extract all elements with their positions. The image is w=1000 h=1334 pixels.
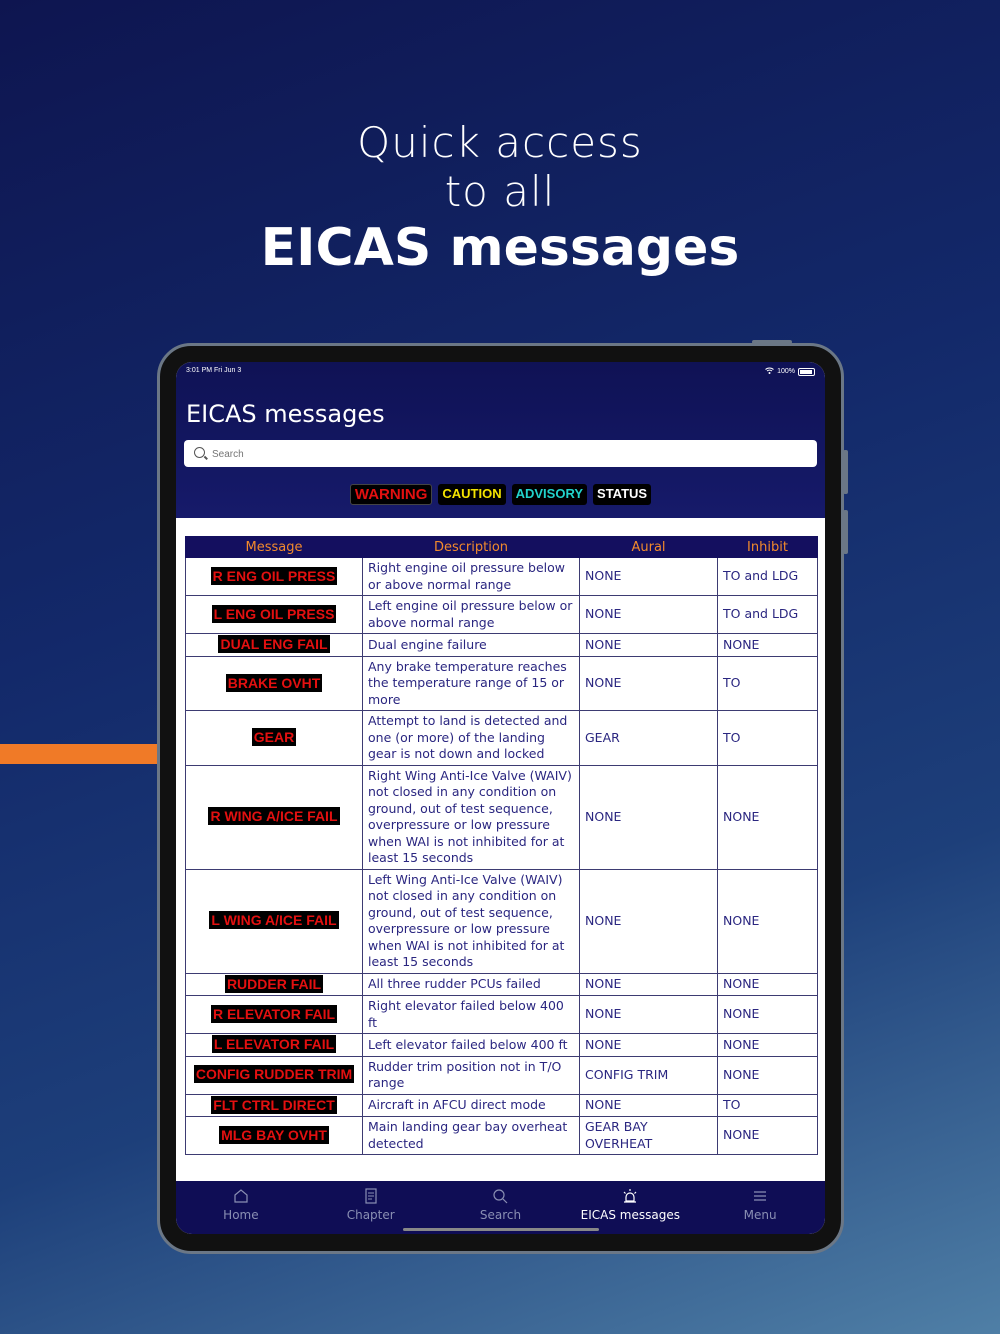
tab-home[interactable] bbox=[176, 1181, 306, 1234]
description-cell: Right elevator failed below 400 ft bbox=[363, 996, 580, 1034]
inhibit-cell: NONE bbox=[718, 765, 818, 869]
message-filters bbox=[176, 484, 825, 505]
app-screen bbox=[176, 362, 825, 1234]
wifi-icon bbox=[765, 367, 774, 376]
aural-cell: NONE bbox=[580, 869, 718, 973]
filter-advisory[interactable]: ADVISORY bbox=[512, 484, 587, 505]
tab-menu-label: Menu bbox=[743, 1208, 777, 1222]
promo-headline bbox=[0, 118, 1000, 280]
warning-message-tag: BRAKE OVHT bbox=[227, 674, 321, 691]
aural-cell: NONE bbox=[580, 656, 718, 711]
filter-warning[interactable]: WARNING bbox=[350, 484, 433, 505]
accent-bar bbox=[0, 744, 158, 764]
aural-cell: GEAR BAY OVERHEAT bbox=[580, 1117, 718, 1155]
table-row[interactable] bbox=[186, 869, 818, 973]
search-icon bbox=[194, 447, 205, 458]
messages-table-container[interactable] bbox=[176, 518, 825, 1181]
aural-cell: NONE bbox=[580, 558, 718, 596]
document-icon bbox=[362, 1187, 380, 1205]
filter-status[interactable]: STATUS bbox=[593, 484, 651, 505]
table-row[interactable] bbox=[186, 656, 818, 711]
description-cell: Rudder trim position not in T/O range bbox=[363, 1056, 580, 1094]
inhibit-cell: TO and LDG bbox=[718, 596, 818, 634]
inhibit-cell: NONE bbox=[718, 973, 818, 996]
description-cell: All three rudder PCUs failed bbox=[363, 973, 580, 996]
aural-cell: GEAR bbox=[580, 711, 718, 766]
tab-chapter[interactable] bbox=[306, 1181, 436, 1234]
inhibit-cell: TO bbox=[718, 711, 818, 766]
description-cell: Left engine oil pressure below or above normal range bbox=[363, 596, 580, 634]
message-cell bbox=[186, 869, 363, 973]
description-cell: Right Wing Anti-Ice Valve (WAIV) not closed in any condition on ground, out of test sequence, overpressure or low pressure when WAI is not inhibited for at least 15 seconds bbox=[363, 765, 580, 869]
message-cell bbox=[186, 765, 363, 869]
column-header-aural: Aural bbox=[580, 537, 718, 558]
message-cell bbox=[186, 1056, 363, 1094]
description-cell: Left Wing Anti-Ice Valve (WAIV) not closed in any condition on ground, out of test sequence, overpressure or low pressure when WAI is not inhibited for at least 15 seconds bbox=[363, 869, 580, 973]
description-cell: Right engine oil pressure below or above normal range bbox=[363, 558, 580, 596]
inhibit-cell: NONE bbox=[718, 1056, 818, 1094]
warning-message-tag: CONFIG RUDDER TRIM bbox=[195, 1066, 353, 1083]
message-cell bbox=[186, 656, 363, 711]
inhibit-cell: NONE bbox=[718, 996, 818, 1034]
tab-eicas-label: EICAS messages bbox=[580, 1208, 680, 1222]
battery-percent: 100% bbox=[777, 368, 795, 375]
tab-chapter-label: Chapter bbox=[346, 1208, 395, 1222]
description-cell: Left elevator failed below 400 ft bbox=[363, 1034, 580, 1057]
description-cell: Attempt to land is detected and one (or more) of the landing gear is not down and locked bbox=[363, 711, 580, 766]
table-row[interactable] bbox=[186, 1056, 818, 1094]
aural-cell: NONE bbox=[580, 996, 718, 1034]
message-cell bbox=[186, 973, 363, 996]
headline-line-1: Quick access bbox=[357, 118, 643, 167]
headline-line-2: to all bbox=[444, 167, 556, 216]
aural-cell: NONE bbox=[580, 596, 718, 634]
column-header-inhibit: Inhibit bbox=[718, 537, 818, 558]
table-row[interactable] bbox=[186, 634, 818, 657]
description-cell: Main landing gear bay overheat detected bbox=[363, 1117, 580, 1155]
inhibit-cell: NONE bbox=[718, 634, 818, 657]
table-row[interactable] bbox=[186, 558, 818, 596]
search-icon bbox=[491, 1187, 509, 1205]
message-cell bbox=[186, 711, 363, 766]
home-indicator[interactable] bbox=[403, 1228, 599, 1231]
filter-caution[interactable]: CAUTION bbox=[438, 484, 505, 505]
message-cell bbox=[186, 1117, 363, 1155]
warning-message-tag: R ELEVATOR FAIL bbox=[212, 1005, 336, 1022]
warning-message-tag: L ELEVATOR FAIL bbox=[213, 1036, 335, 1052]
table-row[interactable] bbox=[186, 1034, 818, 1057]
warning-message-tag: R ENG OIL PRESS bbox=[212, 567, 336, 584]
description-cell: Aircraft in AFCU direct mode bbox=[363, 1094, 580, 1117]
table-header-row bbox=[186, 537, 818, 558]
headline-line-3: EICAS messages bbox=[260, 218, 740, 278]
table-row[interactable] bbox=[186, 973, 818, 996]
warning-message-tag: R WING A/ICE FAIL bbox=[210, 808, 338, 825]
status-time: 3:01 PM Fri Jun 3 bbox=[186, 367, 242, 374]
aural-cell: NONE bbox=[580, 1034, 718, 1057]
message-cell bbox=[186, 1094, 363, 1117]
messages-table bbox=[185, 536, 818, 1155]
page-title: EICAS messages bbox=[186, 400, 385, 428]
description-cell: Dual engine failure bbox=[363, 634, 580, 657]
message-cell bbox=[186, 996, 363, 1034]
status-indicators bbox=[765, 367, 815, 376]
home-icon bbox=[232, 1187, 250, 1205]
search-bar[interactable] bbox=[184, 440, 817, 467]
warning-message-tag: L WING A/ICE FAIL bbox=[211, 912, 337, 929]
warning-message-tag: FLT CTRL DIRECT bbox=[213, 1096, 335, 1113]
table-row[interactable] bbox=[186, 1094, 818, 1117]
table-row[interactable] bbox=[186, 1117, 818, 1155]
message-cell bbox=[186, 558, 363, 596]
description-cell: Any brake temperature reaches the temperature range of 15 or more bbox=[363, 656, 580, 711]
warning-message-tag: L ENG OIL PRESS bbox=[213, 605, 335, 622]
warning-message-tag: DUAL ENG FAIL bbox=[220, 636, 328, 652]
message-cell bbox=[186, 596, 363, 634]
message-cell bbox=[186, 1034, 363, 1057]
tab-search[interactable] bbox=[436, 1181, 566, 1234]
aural-cell: NONE bbox=[580, 973, 718, 996]
app-header bbox=[176, 362, 825, 518]
column-header-description: Description bbox=[363, 537, 580, 558]
inhibit-cell: NONE bbox=[718, 1117, 818, 1155]
table-row[interactable] bbox=[186, 596, 818, 634]
warning-message-tag: MLG BAY OVHT bbox=[221, 1126, 327, 1143]
inhibit-cell: NONE bbox=[718, 869, 818, 973]
table-row[interactable] bbox=[186, 711, 818, 766]
message-cell bbox=[186, 634, 363, 657]
volume-up-button bbox=[843, 450, 848, 494]
aural-cell: CONFIG TRIM bbox=[580, 1056, 718, 1094]
alarm-light-icon bbox=[621, 1187, 639, 1205]
top-button bbox=[752, 340, 792, 344]
table-row[interactable] bbox=[186, 765, 818, 869]
inhibit-cell: TO and LDG bbox=[718, 558, 818, 596]
tab-eicas-messages[interactable] bbox=[565, 1181, 695, 1234]
volume-down-button bbox=[843, 510, 848, 554]
warning-message-tag: GEAR bbox=[253, 729, 295, 745]
warning-message-tag: RUDDER FAIL bbox=[226, 975, 322, 992]
search-input[interactable] bbox=[210, 444, 804, 464]
menu-icon bbox=[751, 1187, 769, 1205]
battery-icon bbox=[798, 368, 815, 376]
inhibit-cell: TO bbox=[718, 1094, 818, 1117]
column-header-message: Message bbox=[186, 537, 363, 558]
tab-home-label: Home bbox=[223, 1208, 259, 1222]
inhibit-cell: TO bbox=[718, 656, 818, 711]
tab-bar bbox=[176, 1181, 825, 1234]
tab-search-label: Search bbox=[479, 1208, 522, 1222]
aural-cell: NONE bbox=[580, 765, 718, 869]
aural-cell: NONE bbox=[580, 1094, 718, 1117]
aural-cell: NONE bbox=[580, 634, 718, 657]
inhibit-cell: NONE bbox=[718, 1034, 818, 1057]
tab-menu[interactable] bbox=[695, 1181, 825, 1234]
table-row[interactable] bbox=[186, 996, 818, 1034]
